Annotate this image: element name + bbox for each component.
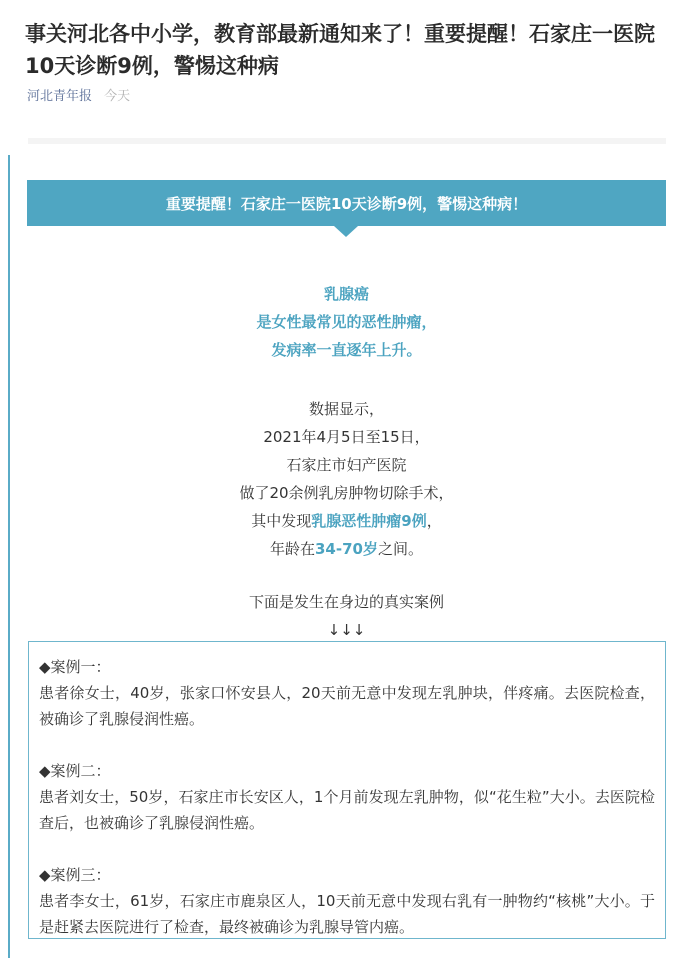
case-text: 患者徐女士，40岁，张家口怀安县人，20天前无意中发现左乳肿块，伴疼痛。去医院检查，被确诊了乳腺侵润性癌。 xyxy=(39,684,655,728)
stats-line: 做了20余例乳房肿物切除手术， xyxy=(239,484,454,502)
stats-block xyxy=(27,395,666,563)
stats-line: 2021年4月5日至15日， xyxy=(263,428,430,446)
highlight-line: 乳腺癌 xyxy=(323,285,369,303)
headline-banner-text: 重要提醒！石家庄一医院10天诊断9例，警惕这种病！ xyxy=(165,194,528,213)
content-left-border xyxy=(8,155,10,958)
cases-intro xyxy=(27,588,666,644)
highlight-line: 发病率一直逐年上升。 xyxy=(271,341,422,359)
case-item xyxy=(39,758,655,836)
stats-text: 其中发现 xyxy=(251,512,312,530)
stats-text: 年龄在 xyxy=(269,540,315,558)
case-title: ◆案例三： xyxy=(39,866,111,884)
headline-banner xyxy=(27,180,666,226)
case-item xyxy=(39,654,655,732)
stats-highlight: 34-70岁 xyxy=(315,540,378,558)
down-arrows-icon: ↓↓↓ xyxy=(327,621,366,639)
highlight-block xyxy=(27,280,666,364)
author-link[interactable]: 河北青年报 xyxy=(27,89,93,104)
case-item xyxy=(39,862,655,940)
case-title: ◆案例二： xyxy=(39,762,111,780)
stats-line: 数据显示， xyxy=(308,400,384,418)
stats-line xyxy=(27,507,666,535)
case-text: 患者李女士，61岁，石家庄市鹿泉区人，10天前无意中发现右乳有一肿物约“核桃”大小。于是赶紧去医院进行了检查，最终被确诊为乳腺导管内癌。 xyxy=(39,892,655,936)
stats-line xyxy=(27,535,666,563)
case-title: ◆案例一： xyxy=(39,658,111,676)
banner-pointer xyxy=(334,226,358,237)
article-title: 事关河北各中小学，教育部最新通知来了！重要提醒！石家庄一医院10天诊断9例，警惕这种病 xyxy=(25,22,655,78)
stats-text: ， xyxy=(426,512,442,530)
stats-line: 石家庄市妇产医院 xyxy=(286,456,407,474)
stats-highlight: 乳腺恶性肿瘤9例 xyxy=(311,512,427,530)
publish-date: 今天 xyxy=(104,89,131,104)
cases-intro-text: 下面是发生在身边的真实案例 xyxy=(248,593,444,611)
article-meta xyxy=(27,88,130,106)
cases-box xyxy=(28,641,666,939)
stats-text: 之间。 xyxy=(377,540,423,558)
highlight-line: 是女性最常见的恶性肿瘤， xyxy=(256,313,437,331)
case-text: 患者刘女士，50岁，石家庄市长安区人，1个月前发现左乳肿物，似“花生粒”大小。去医院检查后，也被确诊了乳腺侵润性癌。 xyxy=(39,788,655,832)
header-divider xyxy=(28,138,666,144)
